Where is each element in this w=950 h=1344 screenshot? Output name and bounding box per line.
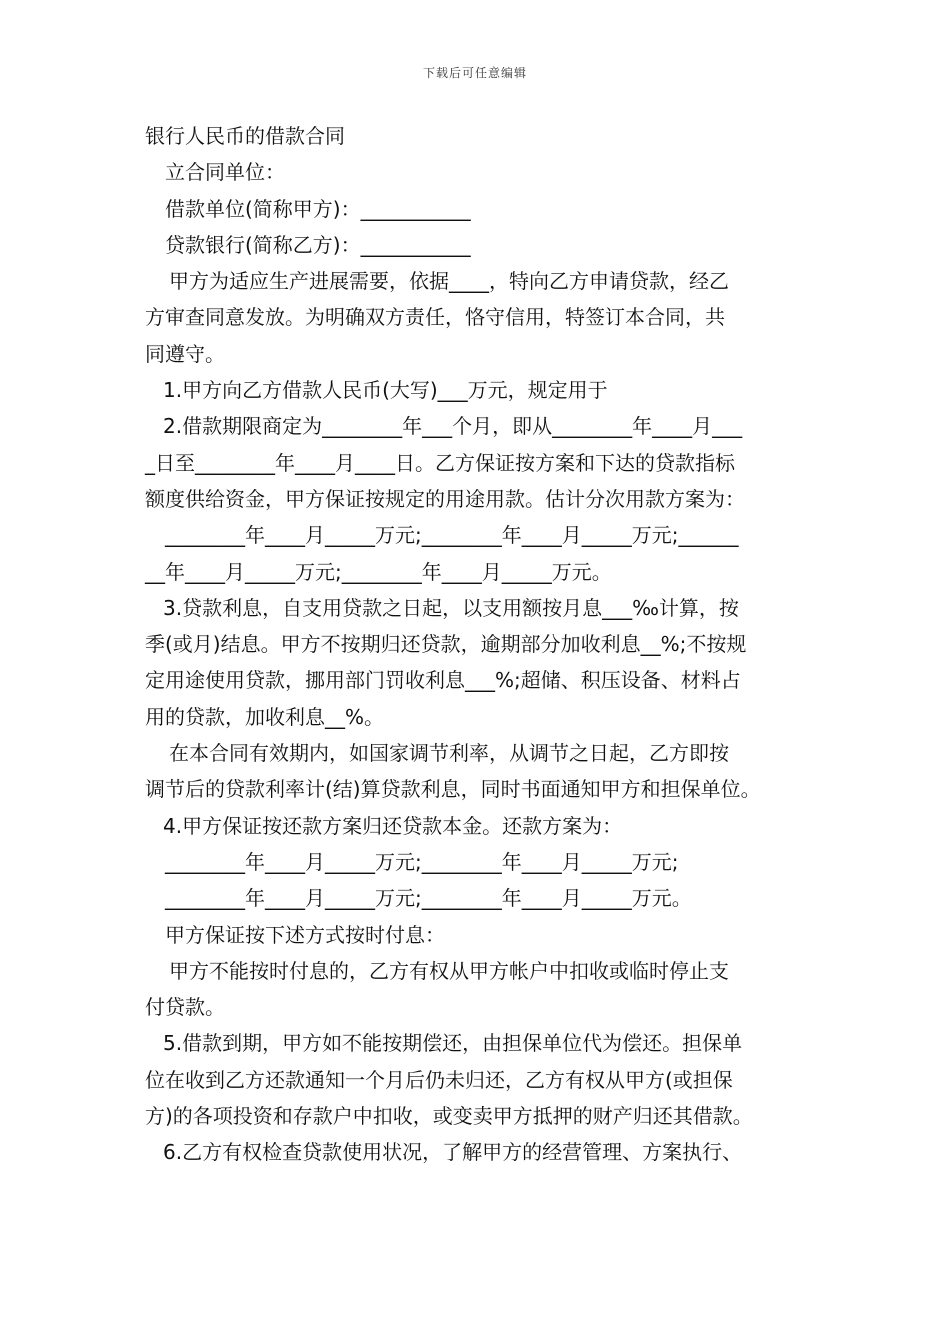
text-line: 4.甲方保证按还款方案归还贷款本金。还款方案为：	[163, 813, 623, 838]
text-line: 付贷款。	[145, 995, 225, 1020]
text-line: 位在收到乙方还款通知一个月后仍未归还，乙方有权从甲方(或担保	[145, 1067, 733, 1092]
text-line: ________年____月_____万元;________年____月_____万元;	[165, 849, 679, 874]
text-line: 立合同单位：	[165, 160, 285, 185]
text-line: ________年____月_____万元;________年____月_____万元;______	[165, 523, 739, 548]
text-line: 额度供给资金，甲方保证按规定的用途用款。估计分次用款方案为：	[145, 486, 745, 511]
text-line: 定用途使用贷款，挪用部门罚收利息___%;超储、积压设备、材料占	[145, 668, 741, 693]
text-line: 1.甲方向乙方借款人民币(大写)___万元，规定用于	[163, 378, 608, 403]
text-line: 调节后的贷款利率计(结)算贷款利息，同时书面通知甲方和担保单位。	[145, 777, 761, 802]
text-line: 贷款银行(简称乙方)：___________	[165, 232, 471, 257]
text-line: 季(或月)结息。甲方不按期归还贷款，逾期部分加收利息__%;不按规	[145, 632, 747, 657]
document-title: 银行人民币的借款合同	[145, 124, 345, 148]
text-line: 借款单位(简称甲方)：___________	[165, 196, 471, 221]
document-body	[145, 118, 815, 1171]
text-line: 甲方为适应生产进展需要，依据____，特向乙方申请贷款，经乙	[169, 269, 729, 294]
text-line: 用的贷款，加收利息__%。	[145, 704, 385, 729]
text-line: 同遵守。	[145, 341, 225, 366]
page-header: 下载后可任意编辑	[422, 66, 527, 80]
text-line: 甲方不能按时付息的，乙方有权从甲方帐户中扣收或临时停止支	[169, 958, 729, 983]
text-line: ________年____月_____万元;________年____月_____万元。	[165, 886, 692, 911]
text-line: 6.乙方有权检查贷款使用状况，了解甲方的经营管理、方案执行、	[163, 1140, 743, 1165]
text-line: 3.贷款利息，自支用贷款之日起，以支用额按月息___‰计算，按	[163, 595, 739, 620]
text-line: 5.借款到期，甲方如不能按期偿还，由担保单位代为偿还。担保单	[163, 1031, 743, 1056]
text-line: 甲方保证按下述方式按时付息：	[165, 922, 445, 947]
text-line: _日至________年____月____日。乙方保证按方案和下达的贷款指标	[145, 450, 735, 475]
text-line: 在本合同有效期内，如国家调节利率，从调节之日起，乙方即按	[169, 741, 729, 766]
text-line: 方审查同意发放。为明确双方责任，恪守信用，特签订本合同，共	[145, 305, 725, 330]
text-line: 2.借款期限商定为________年___个月，即从________年____月___	[163, 414, 743, 439]
text-line: __年____月_____万元;________年____月_____万元。	[145, 559, 612, 584]
text-line: 方)的各项投资和存款户中扣收，或变卖甲方抵押的财产归还其借款。	[145, 1104, 753, 1129]
